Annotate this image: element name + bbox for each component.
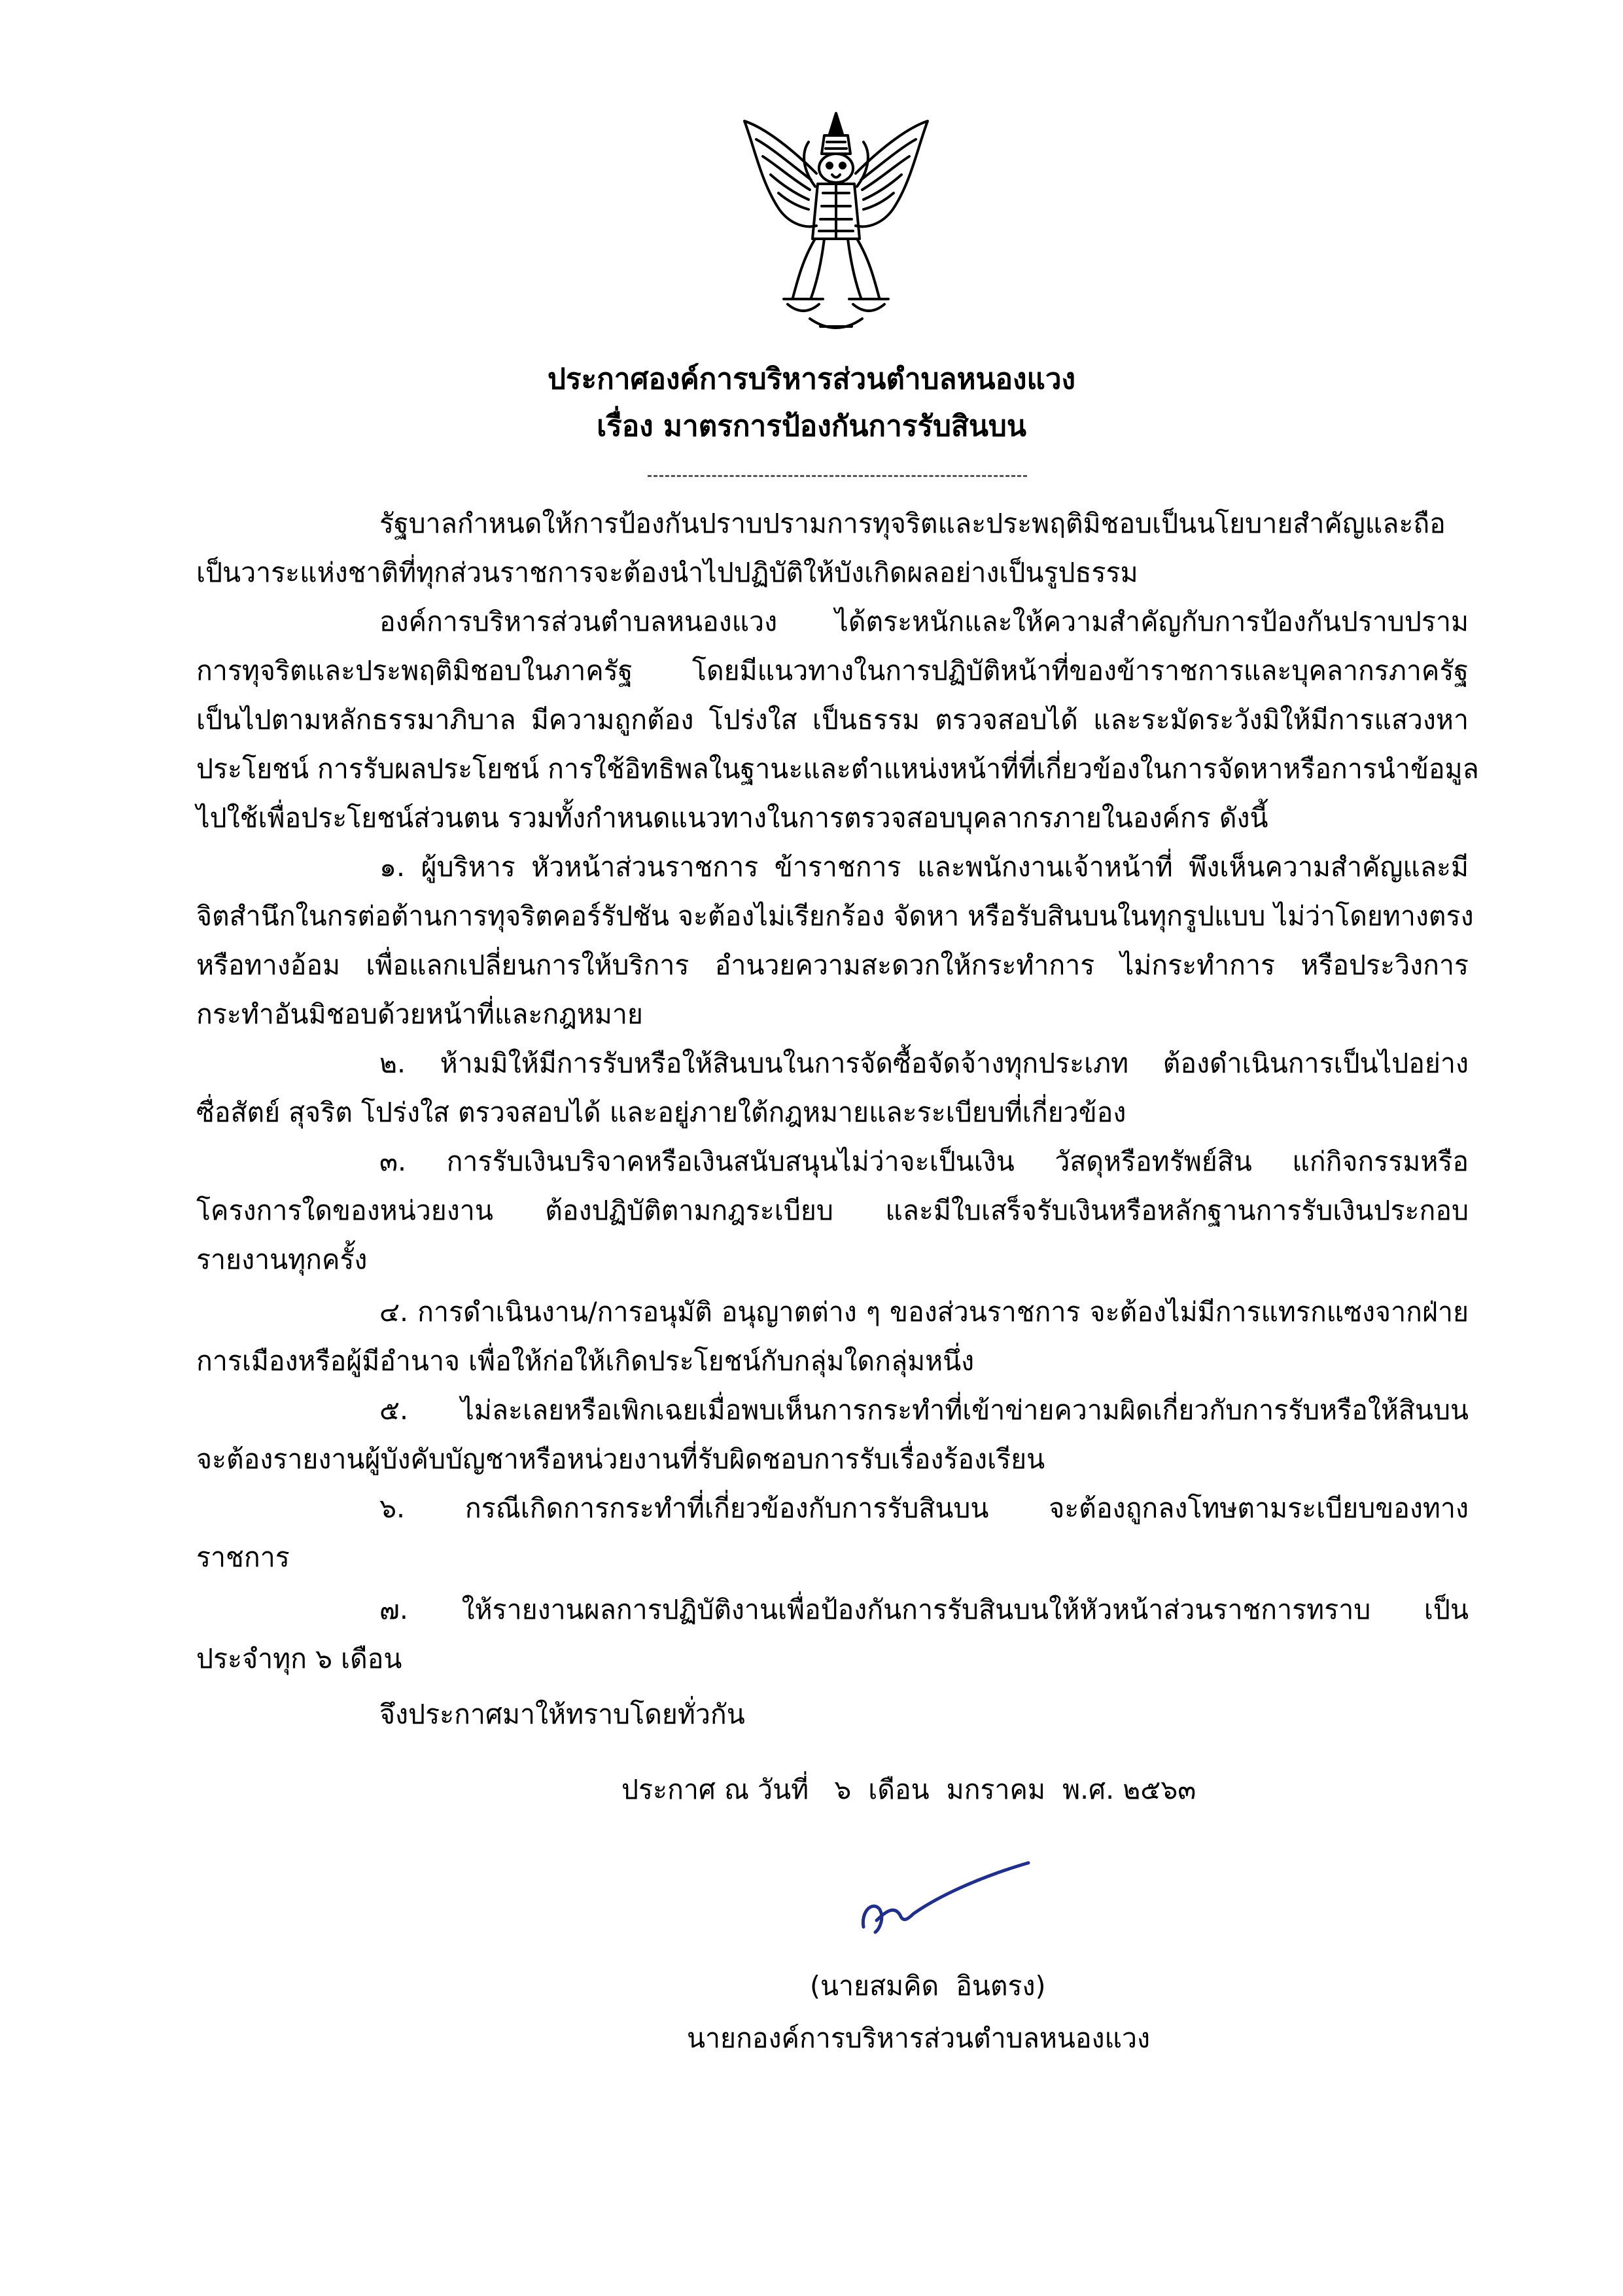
body-line: ประโยชน์ การรับผลประโยชน์ การใช้อิทธิพลในฐานะและตำแหน่งหน้าที่ที่เกี่ยวข้องในการจัดหาหรือการนำข้อมูล [196, 753, 1479, 785]
body-line: ๕. ไม่ละเลยหรือเพิกเฉยเมื่อพบเห็นการกระทำที่เข้าข่ายความผิดเกี่ยวกับการรับหรือให้สินบน [379, 1394, 1469, 1426]
body-line: ราชการ [196, 1542, 290, 1573]
body-line: รายงานทุกครั้ง [196, 1244, 368, 1275]
body-line: ๔. การดำเนินงาน/การอนุมัติ อนุญาตต่าง ๆ ของส่วนราชการ จะต้องไม่มีการแทรกแซงจากฝ่าย [379, 1296, 1469, 1328]
body-line: รัฐบาลกำหนดให้การป้องกันปราบปรามการทุจริตและประพฤติมิชอบเป็นนโยบายสำคัญและถือ [379, 508, 1446, 539]
body-line: จะต้องรายงานผู้บังคับบัญชาหรือหน่วยงานที่รับผิดชอบการรับเรื่องร้องเรียน [196, 1443, 1045, 1475]
body-line: เป็นไปตามหลักธรรมาภิบาล มีความถูกต้อง โปร่งใส เป็นธรรม ตรวจสอบได้ และระมัดระวังมิให้มีการแสวงหา [196, 704, 1469, 735]
body-line: ๗. ให้รายงานผลการปฏิบัติงานเพื่อป้องกันการรับสินบนให้หัวหน้าส่วนราชการทราบ เป็น [379, 1594, 1469, 1625]
body-line: จิตสำนึกในกรต่อต้านการทุจริตคอร์รัปชัน จะต้องไม่เรียกร้อง จัดหา หรือรับสินบนในทุกรูปแบบ ไม่ว่าโดยทางตรง [196, 900, 1474, 932]
signature [857, 1855, 1034, 1940]
body-line: องค์การบริหารส่วนตำบลหนองแวง ได้ตระหนักและให้ความสำคัญกับการป้องกันปราบปราม [379, 606, 1469, 637]
separator-line [648, 475, 1027, 477]
body-line: กระทำอันมิชอบด้วยหน้าที่และกฎหมาย [196, 998, 643, 1030]
body-line: ประจำทุก ๖ เดือน [196, 1643, 402, 1674]
body-line: การทุจริตและประพฤติมิชอบในภาครัฐ โดยมีแนวทางในการปฏิบัติหน้าที่ของข้าราชการและบุคลากรภาครัฐ [196, 655, 1469, 686]
signatory-position: นายกองค์การบริหารส่วนตำบลหนองแวง [687, 2022, 1150, 2054]
body-line: ซื่อสัตย์ สุจริต โปร่งใส ตรวจสอบได้ และอยู่ภายใต้กฎหมายและระเบียบที่เกี่ยวข้อง [196, 1097, 1126, 1128]
garuda-emblem [738, 108, 934, 344]
body-line: ๓. การรับเงินบริจาคหรือเงินสนับสนุนไม่ว่าจะเป็นเงิน วัสดุหรือทรัพย์สิน แก่กิจกรรมหรือ [379, 1146, 1469, 1177]
date-line: ประกาศ ณ วันที่ ๖ เดือน มกราคม พ.ศ. ๒๕๖๓ [621, 1774, 1196, 1805]
body-line: เป็นวาระแห่งชาติที่ทุกส่วนราชการจะต้องนำไปปฏิบัติให้บังเกิดผลอย่างเป็นรูปธรรม [196, 557, 1138, 588]
announcement-title: ประกาศองค์การบริหารส่วนตำบลหนองแวง [547, 362, 1076, 396]
signatory-name: (นายสมคิด อินตรง) [810, 1970, 1046, 2002]
body-line: ๖. กรณีเกิดการกระทำที่เกี่ยวข้องกับการรับสินบน จะต้องถูกลงโทษตามระเบียบของทาง [379, 1492, 1469, 1524]
body-line: โครงการใดของหน่วยงาน ต้องปฏิบัติตามกฎระเบียบ และมีใบเสร็จรับเงินหรือหลักฐานการรับเงินประกอบ [196, 1195, 1469, 1226]
announcement-subject: เรื่อง มาตรการป้องกันการรับสินบน [597, 410, 1026, 443]
body-line: ๒. ห้ามมิให้มีการรับหรือให้สินบนในการจัดซื้อจัดจ้างทุกประเภท ต้องดำเนินการเป็นไปอย่าง [379, 1048, 1469, 1079]
closing-line: จึงประกาศมาให้ทราบโดยทั่วกัน [379, 1699, 745, 1730]
body-line: ไปใช้เพื่อประโยชน์ส่วนตน รวมทั้งกำหนดแนวทางในการตรวจสอบบุคลากรภายในองค์กร ดังนี้ [196, 802, 1268, 834]
body-line: การเมืองหรือผู้มีอำนาจ เพื่อให้ก่อให้เกิดประโยชน์กับกลุ่มใดกลุ่มหนึ่ง [196, 1345, 975, 1377]
body-line: หรือทางอ้อม เพื่อแลกเปลี่ยนการให้บริการ อำนวยความสะดวกให้กระทำการ ไม่กระทำการ หรือประวิงการ [196, 949, 1469, 981]
body-line: ๑. ผู้บริหาร หัวหน้าส่วนราชการ ข้าราชการ และพนักงานเจ้าหน้าที่ พึงเห็นความสำคัญและมี [379, 851, 1469, 883]
